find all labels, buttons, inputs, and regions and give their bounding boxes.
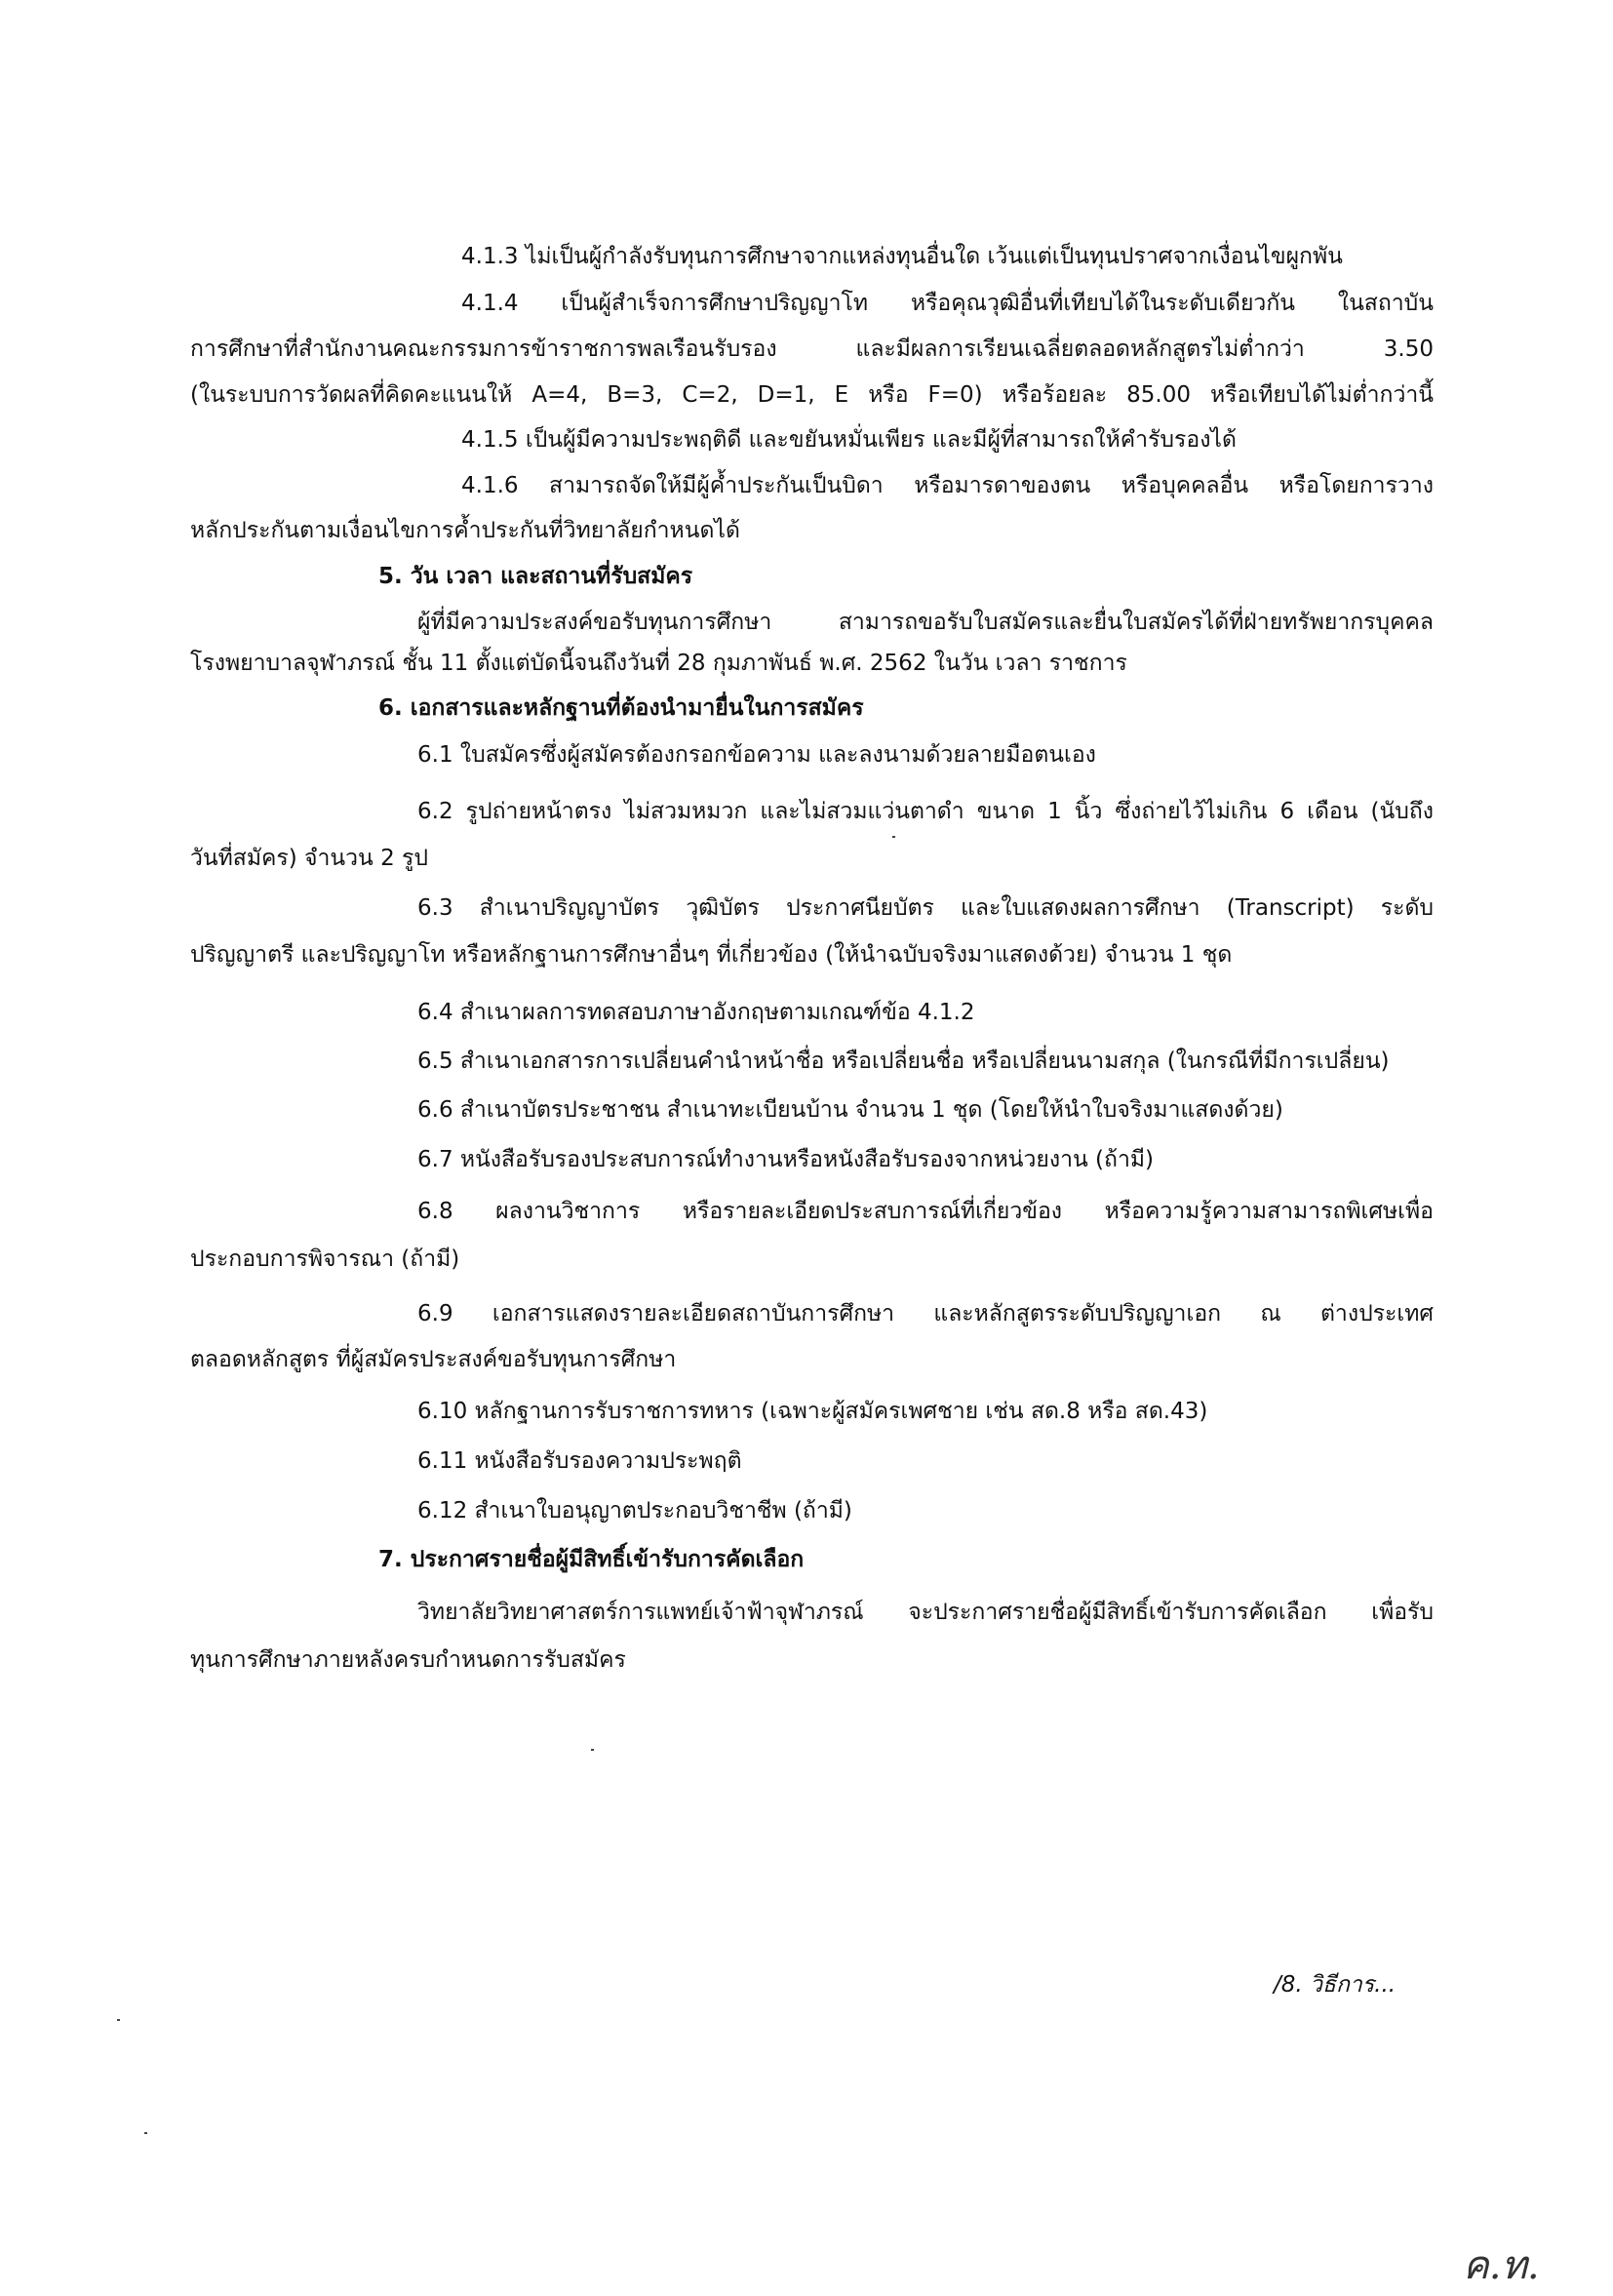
clause-4-1-5: 4.1.5 เป็นผู้มีความประพฤติดี และขยันหมั่นเพียร และมีผู้ที่สามารถให้คำรับรองได้ [461, 427, 1237, 453]
clause-4-1-4: 4.1.4 เป็นผู้สำเร็จการศึกษาปริญญาโท หรือคุณวุฒิอื่นที่เทียบได้ในระดับเดียวกัน ในสถาบัน [461, 291, 1434, 316]
clause-4-1-3: 4.1.3 ไม่เป็นผู้กำลังรับทุนการศึกษาจากแหล่งทุนอื่นใด เว้นแต่เป็นทุนปราศจากเงื่อนไขผูกพัน [461, 244, 1343, 269]
item-6-6: 6.6 สำเนาบัตรประชาชน สำเนาทะเบียนบ้าน จำนวน 1 ชุด (โดยให้นำใบจริงมาแสดงด้วย) [417, 1097, 1283, 1123]
section-5-body: ผู้ที่มีความประสงค์ขอรับทุนการศึกษา สามารถขอรับใบสมัครและยื่นใบสมัครได้ที่ฝ่ายทรัพยากรบุคคล [417, 610, 1434, 635]
section-5-body-cont: โรงพยาบาลจุฬาภรณ์ ชั้น 11 ตั้งแต่บัดนี้จนถึงวันที่ 28 กุมภาพันธ์ พ.ศ. 2562 ในวัน เวลา ราชการ [190, 651, 1127, 676]
section-7-heading: 7. ประกาศรายชื่อผู้มีสิทธิ์เข้ารับการคัดเลือก [378, 1547, 805, 1572]
item-6-11: 6.11 หนังสือรับรองความประพฤติ [417, 1448, 742, 1474]
item-6-4: 6.4 สำเนาผลการทดสอบภาษาอังกฤษตามเกณฑ์ข้อ 4.1.2 [417, 1000, 975, 1025]
item-6-9: 6.9 เอกสารแสดงรายละเอียดสถาบันการศึกษา และหลักสูตรระดับปริญญาเอก ณ ต่างประเทศ [417, 1301, 1434, 1326]
item-6-7: 6.7 หนังสือรับรองประสบการณ์ทำงานหรือหนังสือรับรองจากหน่วยงาน (ถ้ามี) [417, 1147, 1154, 1172]
item-6-8-cont: ประกอบการพิจารณา (ถ้ามี) [190, 1247, 460, 1272]
scan-speck [591, 1749, 594, 1751]
scan-speck [892, 836, 895, 838]
item-6-3: 6.3 สำเนาปริญญาบัตร วุฒิบัตร ประกาศนียบัตร และใบแสดงผลการศึกษา (Transcript) ระดับ [417, 895, 1434, 921]
item-6-2: 6.2 รูปถ่ายหน้าตรง ไม่สวมหมวก และไม่สวมแว่นตาดำ ขนาด 1 นิ้ว ซึ่งถ่ายไว้ไม่เกิน 6 เดือน (นับถึง [417, 799, 1434, 824]
item-6-3-cont: ปริญญาตรี และปริญญาโท หรือหลักฐานการศึกษาอื่นๆ ที่เกี่ยวข้อง (ให้นำฉบับจริงมาแสดงด้วย) จำนวน 1 ชุด [190, 942, 1233, 968]
item-6-8: 6.8 ผลงานวิชาการ หรือรายละเอียดประสบการณ์ที่เกี่ยวข้อง หรือความรู้ความสามารถพิเศษเพื่อ [417, 1199, 1434, 1224]
item-6-2-cont: วันที่สมัคร) จำนวน 2 รูป [190, 846, 428, 871]
item-6-12: 6.12 สำเนาใบอนุญาตประกอบวิชาชีพ (ถ้ามี) [417, 1498, 852, 1524]
item-6-5: 6.5 สำเนาเอกสารการเปลี่ยนคำนำหน้าชื่อ หรือเปลี่ยนชื่อ หรือเปลี่ยนนามสกุล (ในกรณีที่มีการเปลี่ยน) [417, 1049, 1390, 1074]
section-7-body-cont: ทุนการศึกษาภายหลังครบกำหนดการรับสมัคร [190, 1647, 626, 1673]
clause-4-1-6: 4.1.6 สามารถจัดให้มีผู้ค้ำประกันเป็นบิดา หรือมารดาของตน หรือบุคคลอื่น หรือโดยการวาง [461, 473, 1434, 498]
scan-speck [144, 2132, 147, 2134]
item-6-1: 6.1 ใบสมัครซึ่งผู้สมัครต้องกรอกข้อความ และลงนามด้วยลายมือตนเอง [417, 742, 1096, 768]
clause-4-1-4-grading: (ในระบบการวัดผลที่คิดคะแนนให้ A=4, B=3, C=2, D=1, E หรือ F=0) หรือร้อยละ 85.00 หรือเทียบได้ไม่ต่ำกว่านี้ [190, 382, 1434, 408]
handwritten-initials: ค.ท. [1463, 2243, 1540, 2288]
section-6-heading: 6. เอกสารและหลักฐานที่ต้องนำมายื่นในการสมัคร [378, 695, 864, 721]
clause-4-1-6-cont: หลักประกันตามเงื่อนไขการค้ำประกันที่วิทยาลัยกำหนดได้ [190, 518, 740, 543]
scan-speck [117, 2019, 120, 2021]
next-page-reference: /8. วิธีการ... [1274, 1972, 1397, 1998]
clause-4-1-4-cont: การศึกษาที่สำนักงานคณะกรรมการข้าราชการพลเรือนรับรอง และมีผลการเรียนเฉลี่ยตลอดหลักสูตรไม่ต่ำกว่า 3.50 [190, 336, 1434, 362]
item-6-10: 6.10 หลักฐานการรับราชการทหาร (เฉพาะผู้สมัครเพศชาย เช่น สด.8 หรือ สด.43) [417, 1399, 1208, 1424]
item-6-9-cont: ตลอดหลักสูตร ที่ผู้สมัครประสงค์ขอรับทุนการศึกษา [190, 1347, 677, 1372]
section-5-heading: 5. วัน เวลา และสถานที่รับสมัคร [378, 564, 693, 589]
section-7-body: วิทยาลัยวิทยาศาสตร์การแพทย์เจ้าฟ้าจุฬาภรณ์ จะประกาศรายชื่อผู้มีสิทธิ์เข้ารับการคัดเลือก เพื่อรับ [417, 1600, 1434, 1625]
